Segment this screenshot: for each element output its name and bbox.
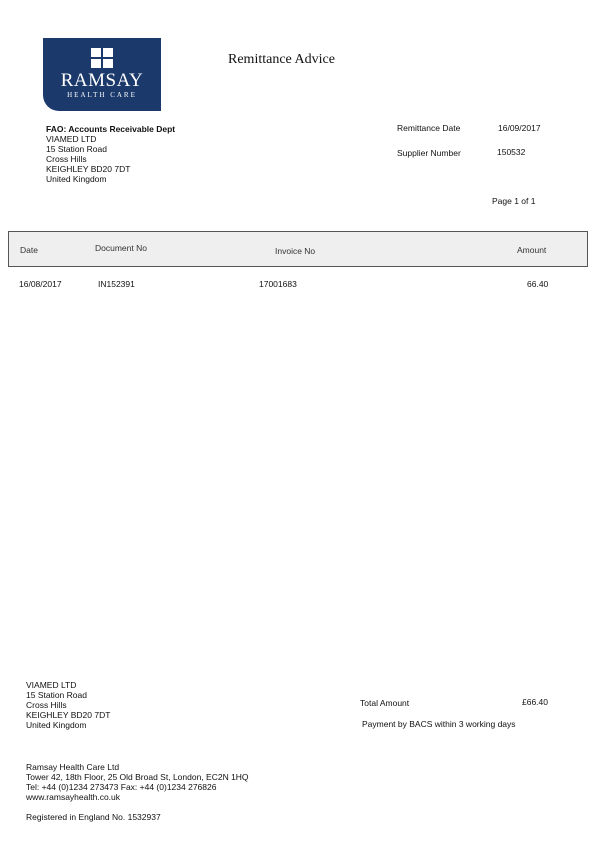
ramsay-logo — [43, 38, 161, 111]
cell-amount: 66.40 — [527, 279, 549, 289]
total-amount-label: Total Amount — [360, 698, 410, 708]
company-phone: Tel: +44 (0)1234 273473 Fax: +44 (0)1234 276826 — [26, 782, 217, 792]
address-line: United Kingdom — [26, 720, 87, 730]
address-line: Cross Hills — [46, 154, 87, 164]
total-amount-value: £66.40 — [522, 697, 548, 707]
company-name: Ramsay Health Care Ltd — [26, 762, 120, 772]
registration-number: Registered in England No. 1532937 — [26, 812, 161, 822]
logo-subtitle: HEALTH CARE — [67, 91, 137, 99]
table-header — [8, 231, 588, 267]
company-details — [26, 762, 249, 802]
cell-date: 16/08/2017 — [19, 279, 62, 289]
company-website: www.ramsayhealth.co.uk — [26, 792, 121, 802]
cell-invoice-no: 17001683 — [259, 279, 297, 289]
logo-cross-icon — [91, 48, 113, 68]
cell-document-no: IN152391 — [98, 279, 135, 289]
address-line: Cross Hills — [26, 700, 67, 710]
supplier-number-label: Supplier Number — [397, 148, 461, 158]
column-header-amount: Amount — [517, 245, 547, 255]
footer-supplier-address — [26, 680, 110, 730]
address-line: United Kingdom — [46, 174, 107, 184]
column-header-document-no: Document No — [95, 243, 147, 253]
address-line: KEIGHLEY BD20 7DT — [46, 164, 131, 174]
remittance-date-value: 16/09/2017 — [498, 123, 541, 133]
column-header-invoice-no: Invoice No — [275, 246, 316, 256]
supplier-number-value: 150532 — [497, 147, 526, 157]
fao-line: FAO: Accounts Receivable Dept — [46, 124, 176, 134]
page-indicator: Page 1 of 1 — [492, 196, 536, 206]
document-title: Remittance Advice — [228, 52, 335, 67]
remittance-date-label: Remittance Date — [397, 123, 461, 133]
address-line: VIAMED LTD — [26, 680, 77, 690]
address-line: VIAMED LTD — [46, 134, 97, 144]
address-line: KEIGHLEY BD20 7DT — [26, 710, 111, 720]
recipient-address — [46, 124, 175, 184]
table-row — [0, 279, 595, 291]
payment-note: Payment by BACS within 3 working days — [362, 719, 516, 729]
column-header-date: Date — [20, 245, 38, 255]
address-line: 15 Station Road — [46, 144, 107, 154]
company-address: Tower 42, 18th Floor, 25 Old Broad St, London, EC2N 1HQ — [26, 772, 249, 782]
logo-name: RAMSAY — [60, 70, 144, 91]
address-line: 15 Station Road — [26, 690, 87, 700]
